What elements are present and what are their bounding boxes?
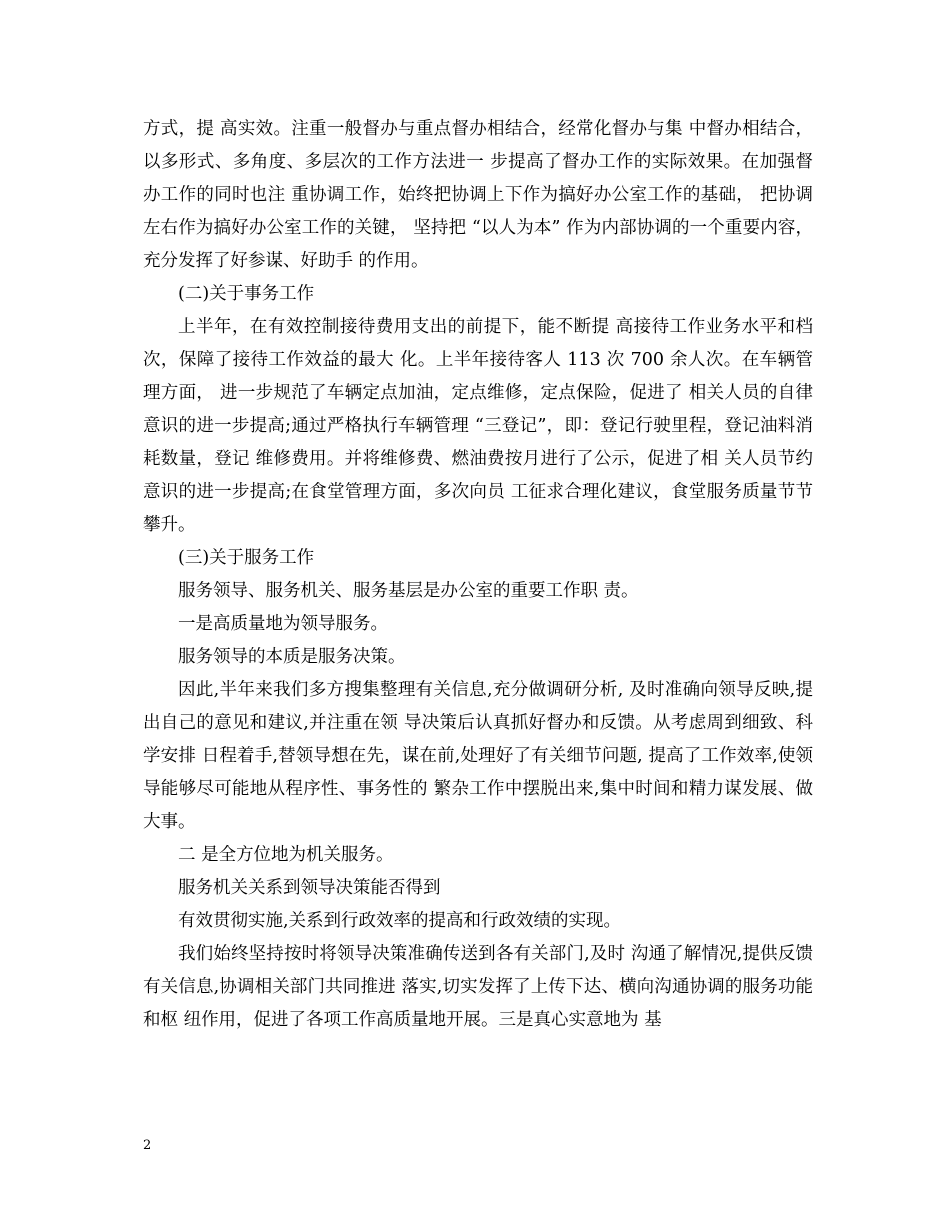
paragraph-serve-decisions: 服务领导的本质是服务决策。 (178, 647, 406, 667)
paragraph-organ-service-intro: 服务机关关系到领导决策能否得到 (178, 878, 441, 898)
paragraph-service-duties: 服务领导、服务机关、服务基层是办公室的重要工作职 责。 (178, 581, 639, 601)
paragraph-coordination-result: 我们始终坚持按时将领导决策准确传送到各有关部门,及时 沟通了解情况,提供反馈有关信息,协调相关部门共同推进 落实,切实发挥了上传下达、横向沟通协调的服务功能和枢 纽作用，促进了各项工作高质量地开展。三是真心实意地为 基 (143, 944, 813, 1030)
section-heading-affairs: (二)关于事务工作 (178, 284, 315, 304)
section-heading-service: (三)关于服务工作 (178, 548, 315, 568)
paragraph-effective-implementation: 有效贯彻实施,关系到行政效率的提高和行政效绩的实现。 (178, 911, 622, 931)
paragraph-serve-leaders: 一是高质量地为领导服务。 (178, 614, 388, 634)
document-body (143, 113, 813, 1037)
paragraph-serve-organs: 二 是全方位地为机关服务。 (178, 845, 394, 865)
paragraph-affairs-work: 上半年，在有效控制接待费用支出的前提下，能不断提 高接待工作业务水平和档次，保障了接待工作效益的最大 化。上半年接待客人 113 次 700 余人次。在车辆管理方面， 进一步规范了车辆定点加油，定点维修，定点保险，促进了 相关人员的自律意识的进一步提高;通过严格执行车辆管理 “三登记”，即：登记行驶里程，登记油料消耗数量，登记 维修费用。并将维修费、燃油费按月进行了公示，促进了相 关人员节约意识的进一步提高;在食堂管理方面，多次向员 工征求合理化建议，食堂服务质量节节攀升。 (143, 317, 813, 535)
paragraph-supervision-coordination: 方式，提 高实效。注重一般督办与重点督办相结合，经常化督办与集 中督办相结合，以多形式、多角度、多层次的工作方法进一 步提高了督办工作的实际效果。在加强督办工作的同时也注 重协调工作，始终把协调上下作为搞好办公室工作的基础， 把协调左右作为搞好办公室工作的关键， 坚持把 “以人为本” 作为内部协调的一个重要内容，充分发挥了好参谋、好助手 的作用。 (143, 119, 813, 271)
page-number: 2 (143, 1138, 152, 1153)
paragraph-research-analysis: 因此,半年来我们多方搜集整理有关信息,充分做调研分析, 及时准确向领导反映,提出自己的意见和建议,并注重在领 导决策后认真抓好督办和反馈。从考虑周到细致、科学安排 日程着手,替领导想在先，谋在前,处理好了有关细节问题, 提高了工作效率,使领导能够尽可能地从程序性、事务性的 繁杂工作中摆脱出来,集中时间和精力谋发展、做大事。 (143, 680, 813, 832)
